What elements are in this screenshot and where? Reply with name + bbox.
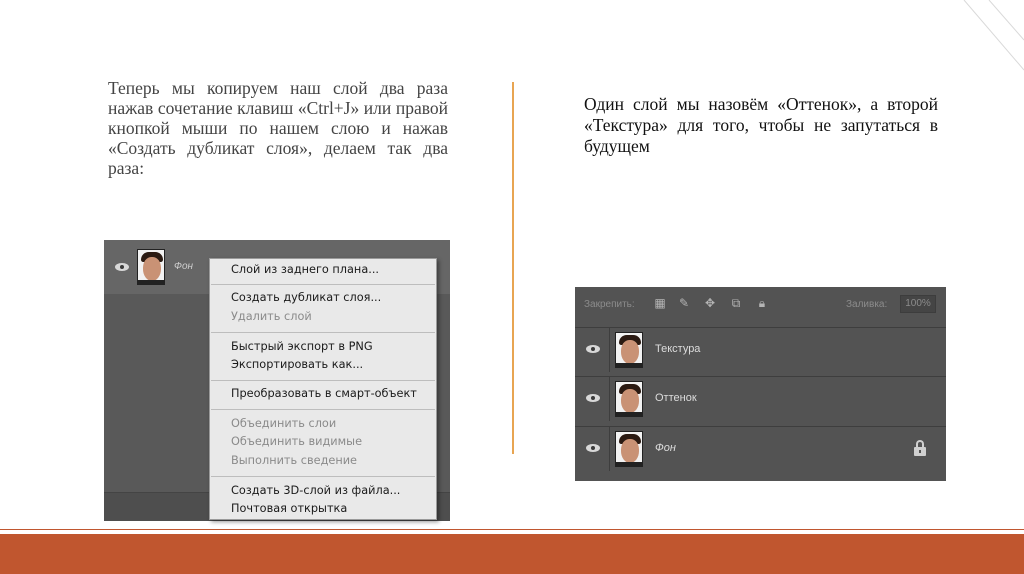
bottom-band <box>0 534 1024 574</box>
menu-item-layer-from-background[interactable]: Слой из заднего плана... <box>231 263 380 276</box>
menu-item-merge-layers[interactable]: Объединить слои <box>231 417 337 430</box>
layer-row-background[interactable] <box>575 426 946 470</box>
menu-separator <box>211 476 435 477</box>
row-divider <box>609 328 610 372</box>
layer-name[interactable]: Оттенок <box>655 392 697 404</box>
menu-separator <box>211 332 435 333</box>
lock-toolbar <box>575 287 946 321</box>
layer-name[interactable]: Текстура <box>655 343 701 355</box>
row-divider <box>609 377 610 421</box>
vertical-divider <box>512 82 514 454</box>
lock-image-pixels-icon[interactable]: ✎ <box>678 296 690 310</box>
menu-separator <box>211 284 435 285</box>
menu-item-merge-visible[interactable]: Объединить видимые <box>231 435 363 448</box>
layer-row-tone[interactable] <box>575 376 946 420</box>
layers-panel-screenshot-right <box>575 287 946 481</box>
lock-all-icon[interactable]: 🔒︎ <box>758 296 766 310</box>
fill-input[interactable]: 100% <box>900 295 936 313</box>
visibility-eye-icon[interactable] <box>586 393 600 403</box>
left-paragraph: Теперь мы копируем наш слой два раза нажав сочетание клавиш «Ctrl+J» или правой кнопкой мыши по нашем слою и нажав «Создать дубликат слоя», делаем так два раза: <box>108 78 448 178</box>
fill-label: Заливка: <box>846 299 888 310</box>
layer-thumbnail <box>615 332 643 368</box>
menu-separator <box>211 409 435 410</box>
lock-label: Закрепить: <box>584 299 635 310</box>
menu-item-convert-to-smart-object[interactable]: Преобразовать в смарт-объект <box>231 387 417 400</box>
layer-thumbnail <box>137 249 165 285</box>
visibility-eye-icon[interactable] <box>115 262 129 272</box>
right-paragraph: Один слой мы назовём «Оттенок», а второй «Текстура» для того, чтобы не запутаться в будущем <box>584 94 938 156</box>
visibility-eye-icon[interactable] <box>586 443 600 453</box>
lock-position-icon[interactable]: ✥ <box>704 296 716 310</box>
layer-name: Фон <box>174 261 194 272</box>
layer-thumbnail <box>615 431 643 467</box>
menu-item-delete-layer[interactable]: Удалить слой <box>231 310 312 323</box>
layer-thumbnail <box>615 381 643 417</box>
bottom-accent-line <box>0 529 1024 530</box>
lock-transparent-pixels-icon[interactable]: ▦ <box>654 296 666 310</box>
context-menu <box>209 258 437 520</box>
layer-name[interactable]: Фон <box>655 442 676 454</box>
menu-separator <box>211 380 435 381</box>
lock-artboard-icon[interactable]: ⧉ <box>731 296 741 310</box>
menu-item-flatten-image[interactable]: Выполнить сведение <box>231 454 358 467</box>
layer-row-texture[interactable] <box>575 327 946 371</box>
menu-item-postcard[interactable]: Почтовая открытка <box>231 502 348 515</box>
visibility-eye-icon[interactable] <box>586 344 600 354</box>
corner-decoration <box>944 0 1024 90</box>
menu-item-duplicate-layer[interactable]: Создать дубликат слоя... <box>231 291 382 304</box>
menu-item-new-3d-layer-from-file[interactable]: Создать 3D-слой из файла... <box>231 484 401 497</box>
menu-item-export-as[interactable]: Экспортировать как... <box>231 358 364 371</box>
menu-item-quick-export-png[interactable]: Быстрый экспорт в PNG <box>231 340 373 353</box>
lock-icon[interactable] <box>913 440 927 456</box>
row-divider <box>609 427 610 471</box>
